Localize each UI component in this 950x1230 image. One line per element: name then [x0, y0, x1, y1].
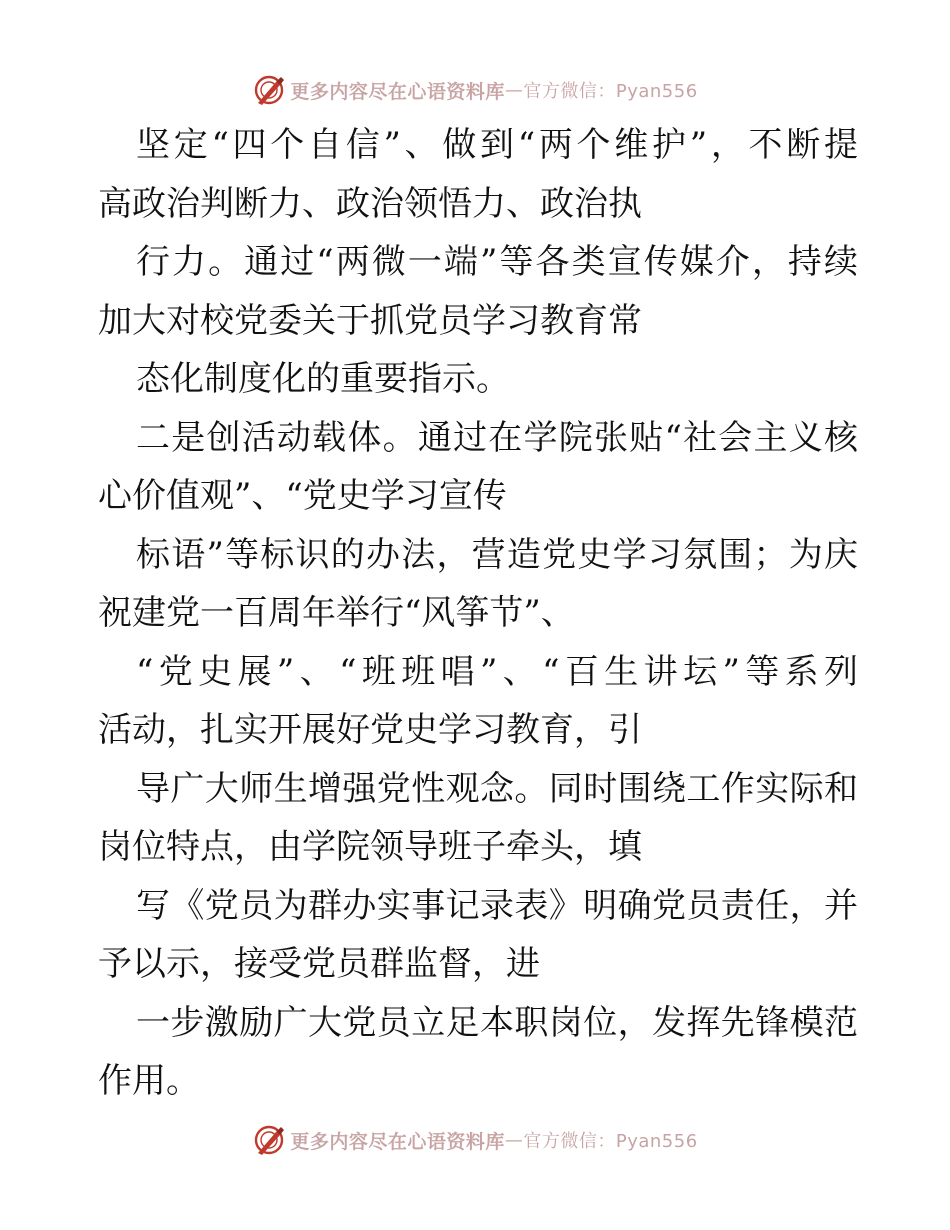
banner-wechat-text: 官方微信：Pyan556	[523, 1131, 698, 1152]
banner-wechat-text: 官方微信：Pyan556	[523, 81, 698, 102]
text-line: 岗位特点，由学院领导班子牵头，填	[98, 827, 642, 867]
text-line: 加大对校党委关于抓党员学习教育常	[98, 300, 642, 341]
text-line: 导广大师生增强党性观念。同时围绕工作实际和	[136, 768, 858, 809]
header-banner	[0, 70, 950, 110]
text-line: “党史展”、“班班唱”、“百生讲坛”等系列	[136, 651, 858, 692]
text-line: 活动，扎实开展好党史学习教育，引	[98, 710, 642, 750]
text-line: 高政治判断力、政治领悟力、政治执	[98, 183, 642, 224]
text-line: 标语”等标识的办法，营造党史学习氛围；为庆	[136, 534, 858, 575]
text-line: 二是创活动载体。通过在学院张贴“社会主义核	[136, 417, 858, 458]
text-line: 予以示，接受党员群监督，进	[98, 944, 540, 984]
text-line: 写《党员为群办实事记录表》明确党员责任，并	[136, 885, 858, 926]
banner-main-text: 更多内容尽在心语资料库	[290, 80, 505, 103]
pen-logo-icon	[252, 73, 286, 107]
text-line: 坚定“四个自信”、做到“两个维护”，不断提	[136, 125, 858, 165]
text-line: 态化制度化的重要指示。	[136, 359, 510, 399]
text-line: 行力。通过“两微一端”等各类宣传媒介，持续	[136, 242, 858, 282]
banner-dash: —	[504, 1129, 524, 1151]
text-line: 祝建党一百周年举行“风筝节”、	[98, 593, 575, 633]
text-line: 一步激励广大党员立足本职岗位，发挥先锋模范	[136, 1002, 858, 1043]
banner-dash: —	[504, 79, 524, 101]
text-line: 心价值观”、“党史学习宣传	[98, 476, 507, 516]
document-body	[98, 116, 858, 1111]
text-line: 作用。	[98, 1061, 200, 1101]
pen-logo-icon	[252, 1123, 286, 1157]
banner-main-text: 更多内容尽在心语资料库	[290, 1130, 505, 1153]
footer-banner	[0, 1120, 950, 1160]
